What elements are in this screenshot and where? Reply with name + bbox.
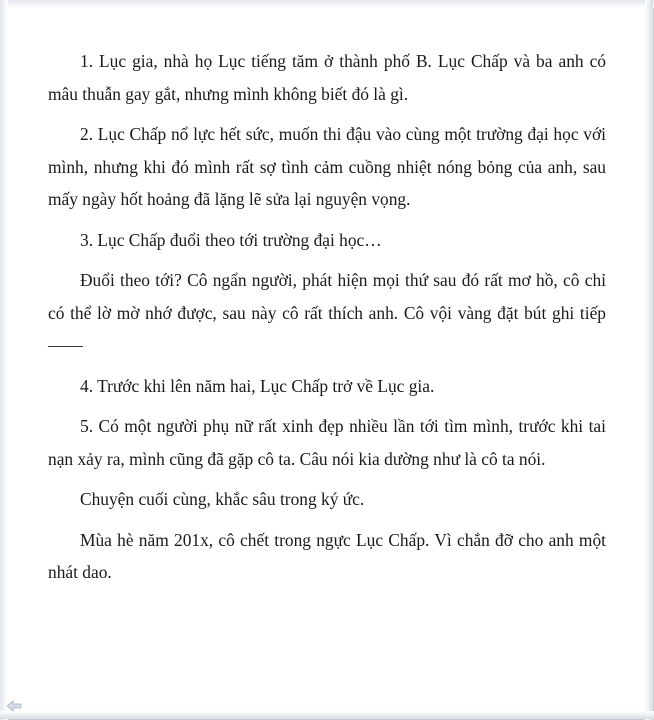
page-shadow-bottom <box>0 711 654 719</box>
paragraph-5: 4. Trước khi lên năm hai, Lục Chấp trở về Lục gia. <box>80 375 435 396</box>
page-shadow-top <box>0 0 654 8</box>
paragraph-3: 3. Lục Chấp đuổi theo tới trường đại học… <box>80 229 382 250</box>
paragraph-7: Chuyện cuối cùng, khắc sâu trong ký ức. <box>80 489 365 509</box>
page-shadow-right <box>645 0 653 720</box>
paragraph-4: Đuổi theo tới? Cô ngẩn người, phát hiện mọi thứ sau đó rất mơ hồ, cô chỉ có thể lờ mờ nhớ được, sau này cô rất thích anh. Cô vội vàng đặt bút ghi tiếp —— <box>48 270 606 355</box>
paragraph-1: 1. Lục gia, nhà họ Lục tiếng tăm ở thành phố B. Lục Chấp và ba anh có mâu thuẫn gay gắt, nhưng mình không biết đó là gì. <box>48 51 606 104</box>
paragraph-2: 2. Lục Chấp nổ lực hết sức, muốn thi đậu vào cùng một trường đại học với mình, nhưng khi đó mình rất sợ tình cảm cuồng nhiệt nóng bỏng của anh, sau mấy ngày hốt hoảng đã lặng lẽ sửa lại nguyện vọng. <box>48 124 606 209</box>
paragraph-8: Mùa hè năm 201x, cô chết trong ngực Lục Chấp. Vì chắn đỡ cho anh một nhát dao. <box>48 529 606 582</box>
left-arrow-icon[interactable] <box>6 699 22 711</box>
left-arrow-icon-svg <box>6 700 22 712</box>
document-body <box>48 45 606 597</box>
page-shadow-left <box>0 0 8 720</box>
paragraph-6: 5. Có một người phụ nữ rất xinh đẹp nhiều lần tới tìm mình, trước khi tai nạn xảy ra, mình cũng đã gặp cô ta. Câu nói kia dường như là cô ta nói. <box>48 416 606 469</box>
